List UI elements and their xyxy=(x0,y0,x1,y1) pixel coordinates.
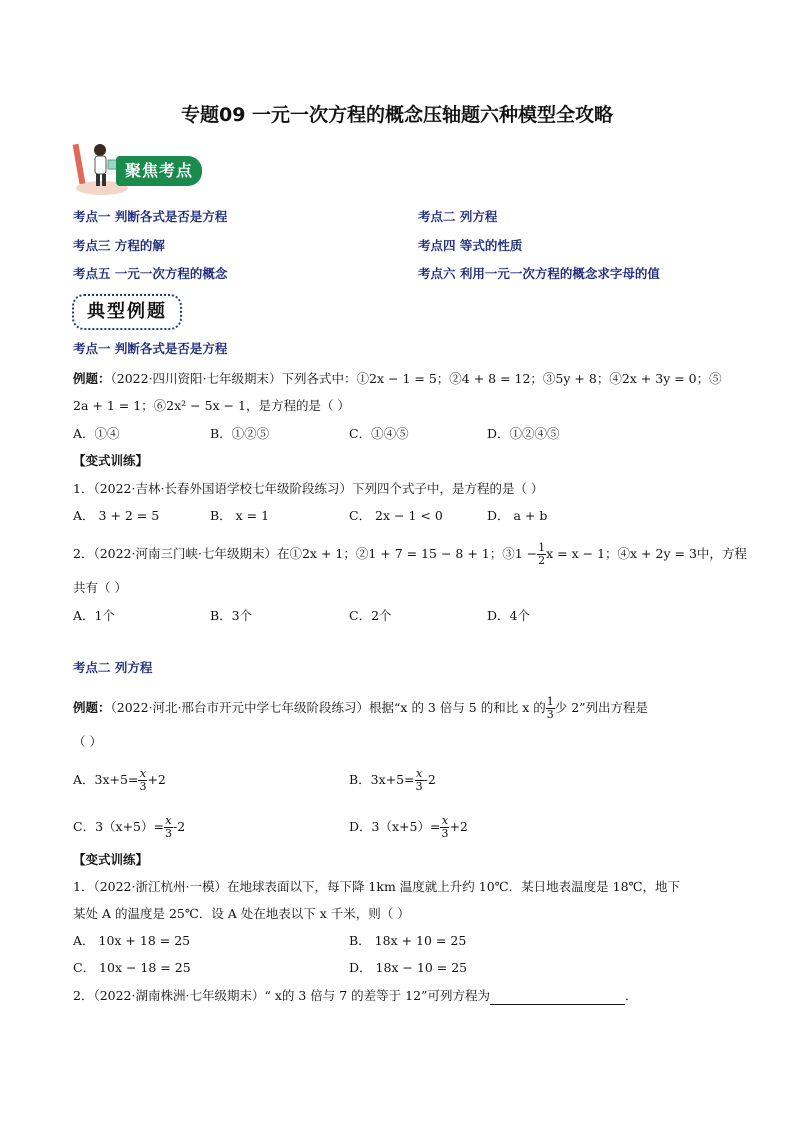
fraction-denominator: 3 xyxy=(546,708,554,721)
section-heading: 考点二 列方程 xyxy=(73,660,153,675)
option-text: D．3（x+5）= xyxy=(349,819,441,834)
option-d[interactable] xyxy=(349,815,468,840)
example-text-cont: （ ） xyxy=(73,734,102,749)
example-label: 例题： xyxy=(73,371,111,386)
fraction-numerator: x xyxy=(165,814,172,827)
question-text xyxy=(73,987,637,1005)
option-d[interactable]: D．①②④⑤ xyxy=(487,426,560,441)
fraction-denominator: 3 xyxy=(415,780,423,793)
question-text: 1．（2022·浙江杭州·一模）在地球表面以下，每下降 1km 温度就上升约 10℃．某日地表温度是 18℃，地下 xyxy=(73,879,681,894)
option-c[interactable]: C．2个 xyxy=(349,608,392,623)
question-text-cont: 共有（ ） xyxy=(73,580,127,595)
option-b[interactable]: B．①②⑤ xyxy=(210,426,270,441)
option-a[interactable]: A．①④ xyxy=(73,426,120,441)
option-c[interactable]: C． 10x − 18 = 25 xyxy=(73,960,191,975)
question-text-cont: 某处 A 的温度是 25℃．设 A 处在地表以下 x 千米，则（ ） xyxy=(73,906,410,921)
fraction-numerator: 1 xyxy=(546,695,554,708)
kaodian-item[interactable]: 考点二 列方程 xyxy=(418,209,498,225)
option-a[interactable]: A．1个 xyxy=(73,608,115,623)
option-text: +2 xyxy=(147,772,166,787)
fraction-numerator: x xyxy=(139,767,147,780)
kaodian-list xyxy=(73,202,753,288)
fraction xyxy=(415,768,424,793)
fraction xyxy=(546,696,555,721)
option-a[interactable] xyxy=(73,768,166,793)
option-b[interactable] xyxy=(349,768,436,793)
question-text xyxy=(73,542,747,567)
kaodian-item[interactable]: 考点三 方程的解 xyxy=(73,237,165,253)
option-text: B．3x+5= xyxy=(349,772,415,787)
training-label: 【变式训练】 xyxy=(73,453,149,468)
example-text-cont: 2a + 1 = 1；⑥2x² − 5x − 1，是方程的是（ ） xyxy=(73,398,350,413)
typical-examples-box: 典型例题 xyxy=(72,294,182,330)
option-c[interactable]: C． 2x − 1 < 0 xyxy=(349,508,443,523)
page-title: 专题09 一元一次方程的概念压轴题六种模型全攻略 xyxy=(180,104,614,126)
option-text: +2 xyxy=(449,819,468,834)
fraction-denominator: 3 xyxy=(139,780,147,793)
example-label: 例题： xyxy=(73,700,111,715)
option-text: A．3x+5= xyxy=(73,772,139,787)
option-text: -2 xyxy=(172,819,186,834)
option-b[interactable]: B．3个 xyxy=(210,608,253,623)
option-c[interactable] xyxy=(73,815,185,840)
example-text: 少 2”列出方程是 xyxy=(554,700,649,715)
option-d[interactable]: D．4个 xyxy=(487,608,530,623)
option-d[interactable]: D． a + b xyxy=(487,508,548,523)
kaodian-item[interactable]: 考点六 利用一元一次方程的概念求字母的值 xyxy=(418,266,660,282)
option-b[interactable]: B． x = 1 xyxy=(210,508,270,523)
question-text-part: ． xyxy=(624,988,638,1003)
focus-label: 聚焦考点 xyxy=(116,156,202,186)
fraction-denominator: 3 xyxy=(164,827,172,840)
fraction-denominator: 3 xyxy=(441,827,449,840)
question-text: 1．（2022·吉林·长春外国语学校七年级阶段练习）下列四个式子中，是方程的是（ ） xyxy=(73,481,544,496)
fraction-numerator: x xyxy=(441,814,449,827)
focus-banner xyxy=(72,140,202,196)
fraction-numerator: x xyxy=(415,767,423,780)
option-a[interactable]: A． 10x + 18 = 25 xyxy=(73,933,191,948)
option-text: C．3（x+5）= xyxy=(73,819,164,834)
kaodian-item[interactable]: 考点四 等式的性质 xyxy=(418,237,523,253)
training-label: 【变式训练】 xyxy=(73,852,149,867)
fraction xyxy=(537,542,546,567)
option-c[interactable]: C．①④⑤ xyxy=(349,426,409,441)
option-d[interactable]: D． 18x − 10 = 25 xyxy=(349,960,468,975)
kaodian-item[interactable]: 考点五 一元一次方程的概念 xyxy=(73,266,228,282)
example-line xyxy=(73,696,648,721)
question-text-part: 2．（2022·河南三门峡·七年级期末）在①2x + 1；②1 + 7 = 15 − 8 + 1；③1 − xyxy=(73,546,538,561)
question-text-part: x = x − 1；④x + 2y = 3中，方程 xyxy=(546,546,747,561)
fraction-denominator: 2 xyxy=(538,554,546,567)
option-text: -2 xyxy=(423,772,436,787)
example-line xyxy=(73,370,722,388)
fraction-numerator: 1 xyxy=(538,541,546,554)
answer-blank[interactable] xyxy=(490,990,625,1005)
option-b[interactable]: B． 18x + 10 = 25 xyxy=(349,933,467,948)
option-a[interactable]: A． 3 + 2 = 5 xyxy=(73,508,160,523)
fraction xyxy=(164,815,173,840)
question-text-part: 2．（2022·湖南株洲·七年级期末）“ x的 3 倍与 7 的差等于 12”可列方程为 xyxy=(73,988,490,1003)
section-heading: 考点一 判断各式是否是方程 xyxy=(73,341,228,356)
example-text: （2022·河北·邢台市开元中学七年级阶段练习）根据“x 的 3 倍与 5 的和比 x 的 xyxy=(110,700,546,715)
kaodian-item[interactable]: 考点一 判断各式是否是方程 xyxy=(73,209,228,225)
example-text: （2022·四川资阳·七年级期末）下列各式中：①2x − 1 = 5；②4 + 8 = 12；③5y + 8；④2x + 3y = 0；⑤ xyxy=(110,371,722,386)
